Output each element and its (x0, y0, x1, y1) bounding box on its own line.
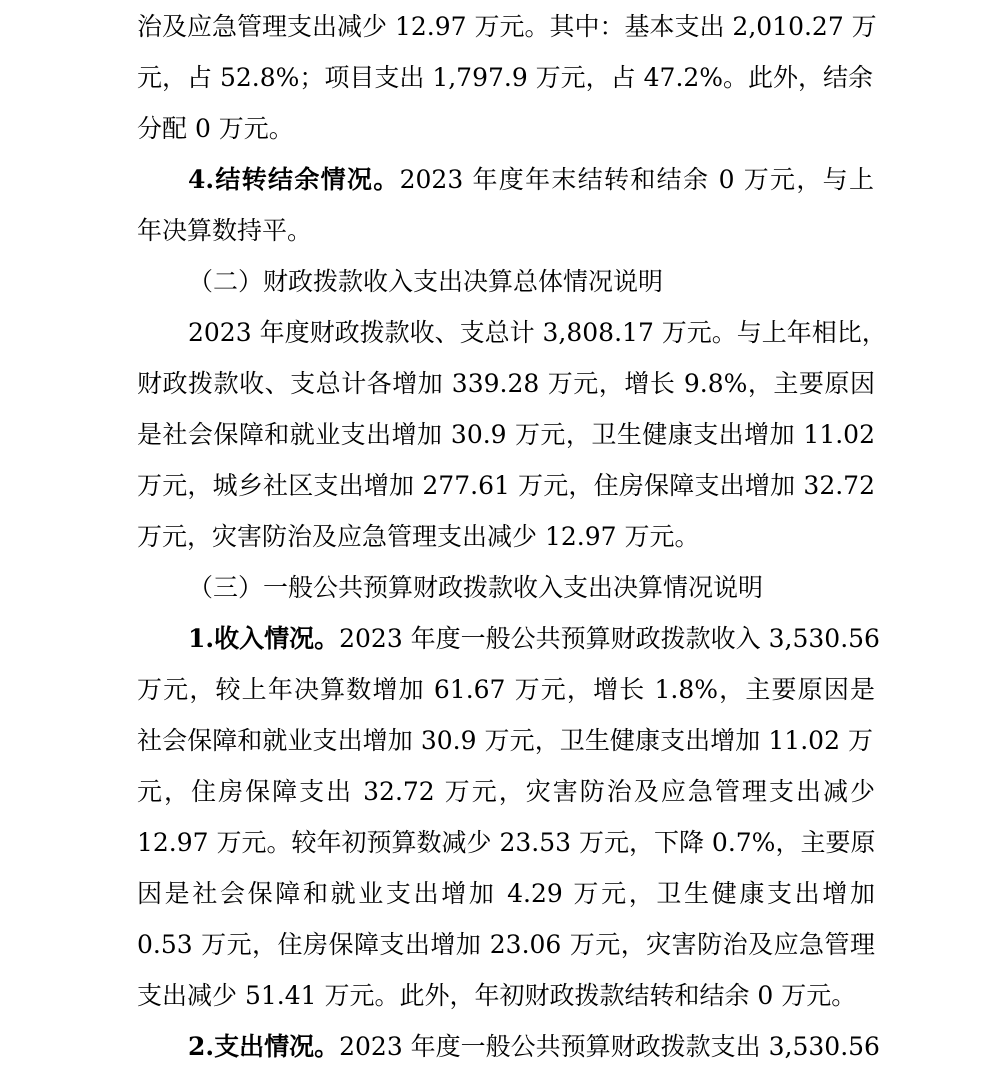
text-line-19: 0.53 万元，住房保障支出增加 23.06 万元，灾害防治及应急管理 (137, 930, 875, 959)
text-line-16: 元，住房保障支出 32.72 万元，灾害防治及应急管理支出减少 (137, 777, 875, 806)
paragraph-expenditure (188, 1021, 880, 1072)
text-line-2: 元，占 52.8%；项目支出 1,797.9 万元，占 47.2%。此外，结余 (137, 63, 874, 92)
text-line-4: 2023 年度年末结转和结余 0 万元，与上 (399, 165, 874, 194)
text-line-11: 万元，灾害防治及应急管理支出减少 12.97 万元。 (137, 522, 700, 551)
text-line-8: 财政拨款收、支总计各增加 339.28 万元，增长 9.8%，主要原因 (137, 369, 875, 398)
paragraph-carryover (188, 154, 874, 205)
text-line-9: 是社会保障和就业支出增加 30.9 万元，卫生健康支出增加 11.02 (137, 420, 875, 449)
section-heading-2: （二）财政拨款收入支出决算总体情况说明 (188, 267, 664, 296)
text-line-18: 因是社会保障和就业支出增加 4.29 万元，卫生健康支出增加 (137, 879, 875, 908)
text-line-5: 年决算数持平。 (137, 216, 313, 245)
text-line-10: 万元，城乡社区支出增加 277.61 万元，住房保障支出增加 32.72 (137, 471, 875, 500)
paragraph-income (188, 613, 880, 664)
heading-income: 1.收入情况。 (188, 624, 340, 653)
text-line-1: 治及应急管理支出减少 12.97 万元。其中：基本支出 2,010.27 万 (137, 12, 877, 41)
heading-expenditure: 2.支出情况。 (188, 1032, 340, 1061)
text-line-13: 2023 年度一般公共预算财政拨款收入 3,530.56 (339, 624, 880, 653)
section-heading-3: （三）一般公共预算财政拨款收入支出决算情况说明 (188, 573, 764, 602)
heading-carryover: 4.结转结余情况。 (188, 165, 400, 194)
text-line-17: 12.97 万元。较年初预算数减少 23.53 万元，下降 0.7%，主要原 (137, 828, 876, 857)
text-line-21: 2023 年度一般公共预算财政拨款支出 3,530.56 (339, 1032, 880, 1061)
text-line-7: 2023 年度财政拨款收、支总计 3,808.17 万元。与上年相比， (188, 318, 887, 347)
text-line-15: 社会保障和就业支出增加 30.9 万元，卫生健康支出增加 11.02 万 (137, 726, 873, 755)
text-line-20: 支出减少 51.41 万元。此外，年初财政拨款结转和结余 0 万元。 (137, 981, 857, 1010)
text-line-14: 万元，较上年决算数增加 61.67 万元，增长 1.8%，主要原因是 (137, 675, 875, 704)
text-line-3: 分配 0 万元。 (137, 114, 294, 143)
